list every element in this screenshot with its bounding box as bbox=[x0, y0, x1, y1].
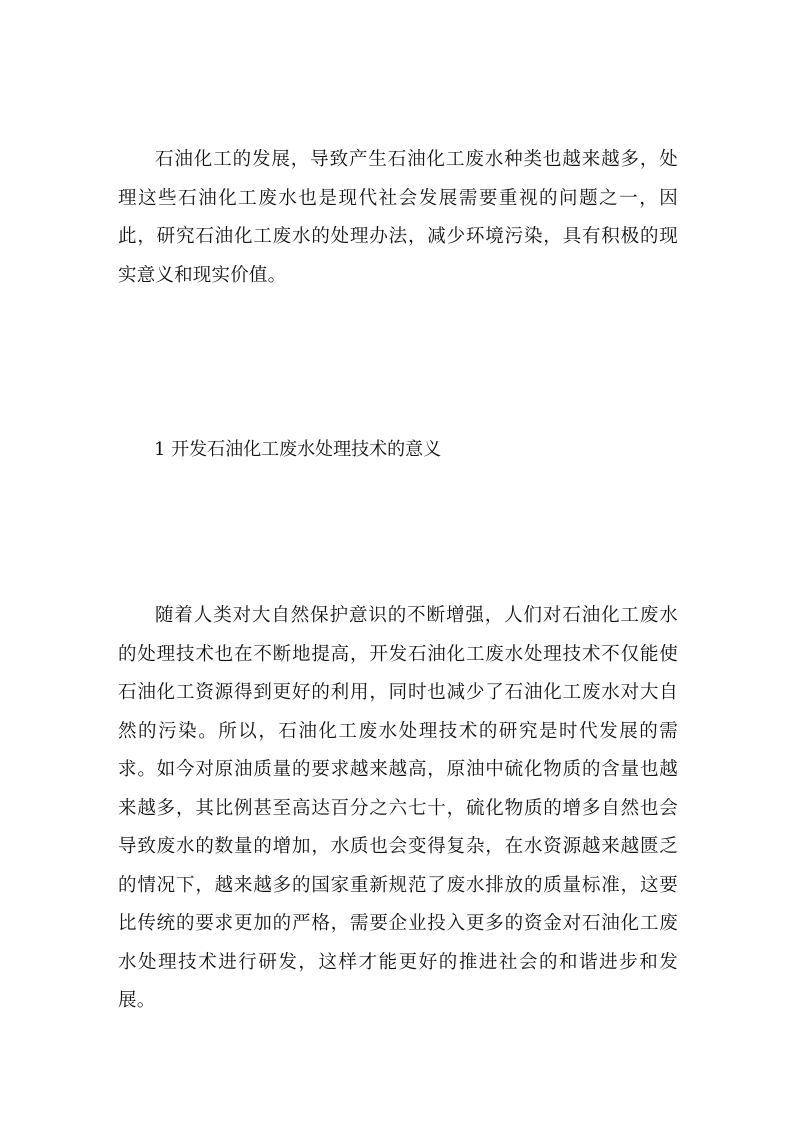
intro-paragraph: 石油化工的发展，导致产生石油化工废水种类也越来越多，处理这些石油化工废水也是现代社会发展需要重视的问题之一，因此，研究石油化工废水的处理办法，减少环境污染，具有积极的现实意义和现实价值。 bbox=[118, 149, 678, 286]
section-paragraph: 随着人类对大自然保护意识的不断增强，人们对石油化工废水的处理技术也在不断地提高，开发石油化工废水处理技术不仅能使石油化工资源得到更好的利用，同时也减少了石油化工废水对大自然的污染。所以，石油化工废水处理技术的研究是时代发展的需求。如今对原油质量的要求越来越高，原油中硫化物质的含量也越来越多，其比例甚至高达百分之六七十，硫化物质的增多自然也会导致废水的数量的增加，水质也会变得复杂，在水资源越来越匮乏的情况下，越来越多的国家重新规范了废水排放的质量标准，这要比传统的要求更加的严格，需要企业投入更多的资金对石油化工废水处理技术进行研发，这样才能更好的推进社会的和谐进步和发展。 bbox=[118, 605, 678, 1011]
section-heading: 1 开发石油化工废水处理技术的意义 bbox=[154, 439, 442, 460]
